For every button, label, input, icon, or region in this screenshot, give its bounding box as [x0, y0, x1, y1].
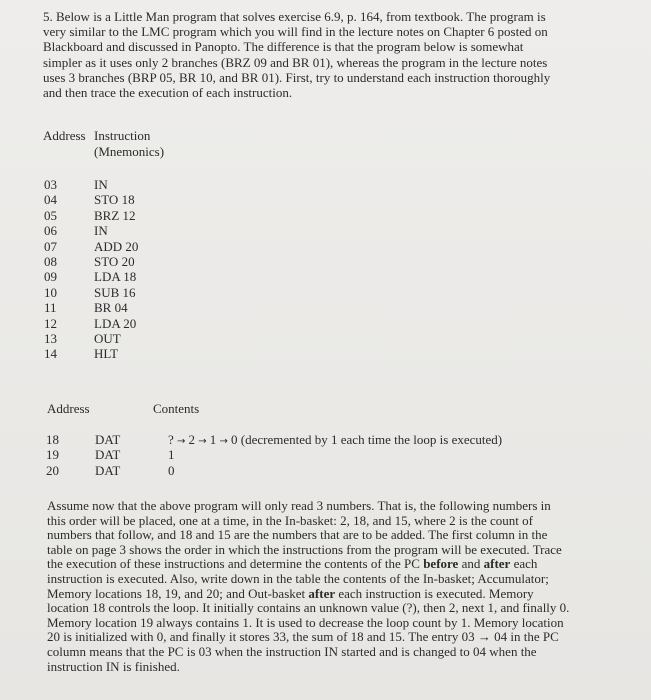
emphasis-text: after	[308, 585, 336, 601]
data-header-contents: Contents	[153, 401, 200, 416]
program-row-instruction: LDA 20	[94, 315, 137, 331]
program-row-address: 05	[44, 207, 57, 223]
contents-value: 2	[188, 432, 196, 447]
instruction-line: Memory location 19 always contains 1. It is used to decrease the loop count by 1. Memory location	[47, 614, 564, 630]
program-row-address: 06	[44, 223, 57, 239]
instruction-line: 20 is initialized with 0, and finally it stores 33, the sum of 18 and 15. The entry 03 → 04 in the PC	[47, 629, 559, 645]
data-row-label: DAT	[95, 462, 121, 478]
data-row-contents: 0	[168, 462, 175, 478]
data-row-contents	[168, 432, 502, 447]
program-row-instruction: IN	[94, 223, 108, 239]
intro-line: very similar to the LMC program which you will find in the lecture notes on Chapter 6 posted on	[43, 24, 548, 40]
instruction-line: column means that the PC is 03 when the instruction IN started and is changed to 04 when the	[47, 643, 537, 659]
problem-instructions	[47, 499, 607, 674]
program-instruction-column	[94, 177, 138, 362]
instruction-line: location 18 controls the loop. It initially contains an unknown value (?), then 2, next 1, and finally 0.	[47, 600, 570, 616]
intro-line: uses 3 branches (BRP 05, BR 10, and BR 01). First, try to understand each instruction thoroughly	[43, 69, 551, 85]
data-row-address: 18	[46, 432, 59, 447]
data-row-address: 20	[46, 462, 59, 478]
program-row-address: 10	[44, 284, 57, 300]
program-row-instruction: BRZ 12	[94, 207, 136, 223]
program-header-instruction: Instruction	[94, 128, 151, 143]
program-address-column	[44, 177, 57, 362]
program-row-instruction: LDA 18	[94, 269, 137, 285]
instruction-line: this order will be placed, one at a time, in the In-basket: 2, 18, and 15, where 2 is the count of	[47, 512, 533, 528]
program-row-address: 11	[44, 300, 57, 316]
contents-value: 1	[209, 432, 217, 447]
instruction-line: Assume now that the above program will only read 3 numbers. That is, the following numbers in	[47, 498, 551, 513]
program-row-instruction: STO 18	[94, 192, 135, 208]
instruction-line: the execution of these instructions and determine the contents of the PC before and after each	[47, 556, 538, 572]
program-row-address: 14	[44, 346, 57, 362]
emphasis-text: after	[483, 556, 511, 572]
program-row-instruction: IN	[94, 177, 108, 192]
data-row-address: 19	[46, 447, 59, 463]
instruction-line: Memory locations 18, 19, and 20; and Out-basket after each instruction is executed. Memory	[47, 585, 534, 601]
emphasis-text: before	[423, 556, 459, 572]
program-row-address: 09	[44, 269, 57, 285]
program-header-address: Address	[43, 128, 86, 143]
intro-line: 5. Below is a Little Man program that solves exercise 6.9, p. 164, from textbook. The program is	[43, 9, 546, 24]
program-row-address: 03	[44, 177, 57, 192]
data-header-address: Address	[47, 401, 90, 416]
contents-value: ?	[168, 432, 174, 447]
data-contents-column	[168, 432, 502, 478]
program-row-instruction: SUB 16	[94, 284, 136, 300]
program-row-address: 04	[44, 192, 57, 208]
intro-line: Blackboard and discussed in Panopto. The difference is that the program below is somewhat	[43, 39, 524, 55]
data-row-contents: 1	[168, 447, 175, 463]
instruction-line: numbers that follow, and 18 and 15 are the numbers that are to be added. The first column in the	[47, 527, 548, 543]
intro-line: simpler as it uses only 2 branches (BRZ 09 and BR 01), whereas the program in the lecture notes	[43, 54, 548, 70]
data-row-label: DAT	[95, 432, 121, 447]
right-arrow-icon: →	[216, 436, 232, 447]
contents-value: 0 (decremented by 1 each time the loop is executed)	[231, 432, 503, 447]
program-row-instruction: OUT	[94, 330, 121, 346]
program-row-instruction: ADD 20	[94, 238, 139, 254]
instruction-line: instruction IN is finished.	[47, 658, 180, 674]
instruction-line: table on page 3 shows the order in which the instructions from the program will be executed. Trace	[47, 541, 562, 557]
right-arrow-icon: →	[173, 436, 189, 447]
program-row-address: 13	[44, 330, 57, 346]
program-row-address: 07	[44, 238, 57, 254]
program-row-address: 12	[44, 315, 57, 331]
program-row-instruction: BR 04	[94, 300, 128, 316]
problem-intro	[43, 9, 603, 100]
program-row-address: 08	[44, 253, 57, 269]
data-label-column	[95, 432, 120, 478]
data-address-column	[46, 432, 59, 478]
right-arrow-icon: →	[195, 436, 210, 447]
program-row-instruction: HLT	[94, 346, 119, 362]
intro-line: and then trace the execution of each instruction.	[43, 85, 293, 101]
instruction-line: instruction is executed. Also, write down in the table the contents of the In-basket; Accumulator;	[47, 570, 549, 586]
program-header-mnemonics: (Mnemonics)	[94, 144, 165, 159]
data-row-label: DAT	[95, 447, 121, 463]
program-row-instruction: STO 20	[94, 253, 135, 269]
